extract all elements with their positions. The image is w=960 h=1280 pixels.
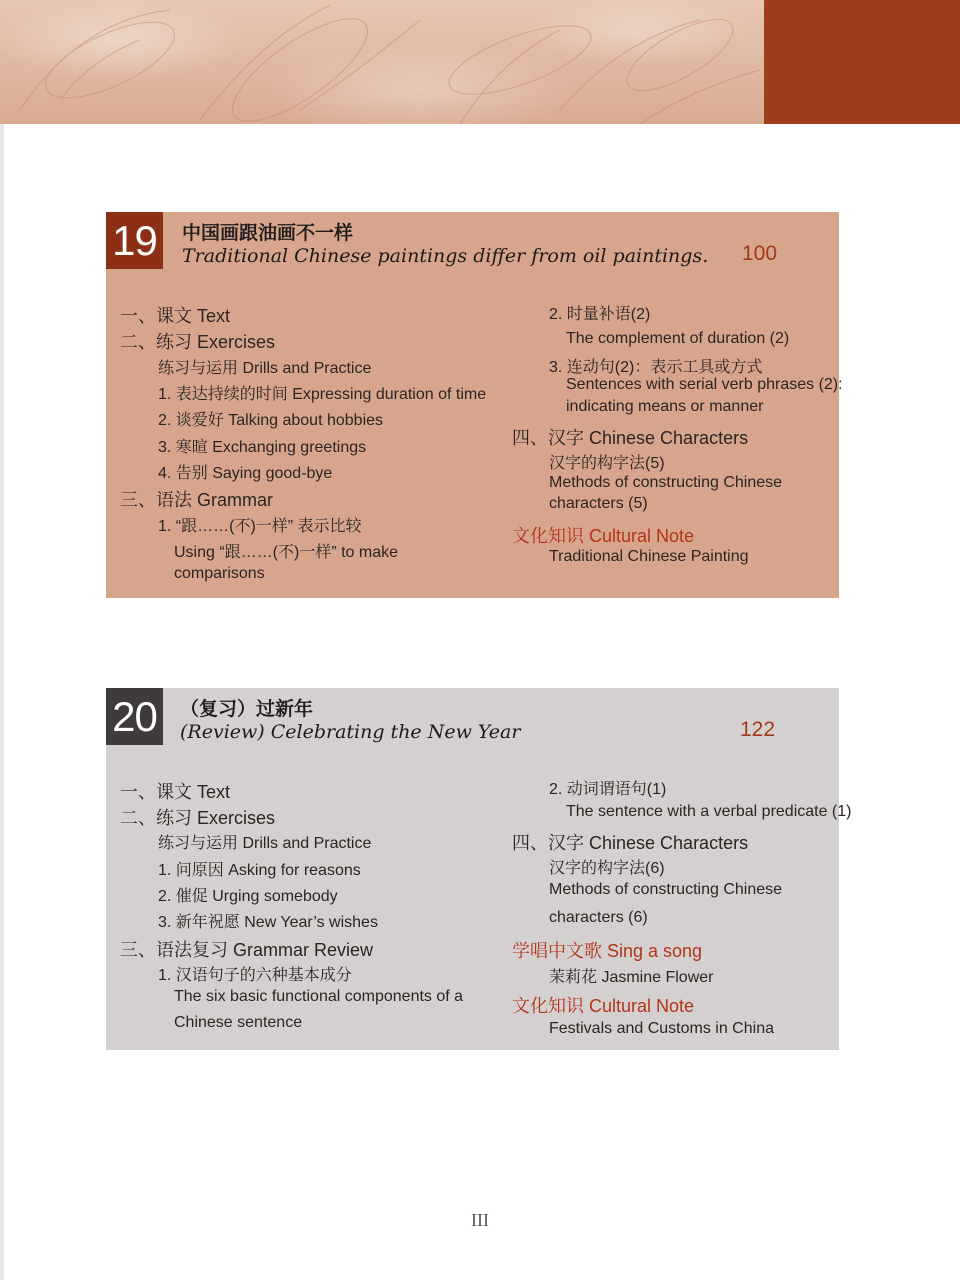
toc-item-cultural-note[interactable]: 文化知识 Cultural Note [512, 526, 695, 546]
toc-subitem-desc: The six basic functional components of a [174, 988, 464, 1005]
lesson-number: 20 [106, 688, 163, 745]
toc-subitem[interactable]: Festivals and Customs in China [549, 1020, 774, 1037]
toc-subitem[interactable]: Traditional Chinese Painting [549, 548, 749, 565]
toc-subitem-desc: The complement of duration (2) [566, 330, 790, 347]
toc-subitem[interactable]: 2. 时量补语(2) [549, 306, 651, 323]
toc-subitem-desc: The sentence with a verbal predicate (1) [566, 803, 852, 820]
toc-subitem[interactable]: 1. 表达持续的时间 Expressing duration of time [158, 386, 487, 403]
toc-subitem[interactable]: 练习与运用 Drills and Practice [158, 835, 372, 852]
toc-item-text[interactable]: 一、课文 Text [120, 306, 231, 326]
toc-subitem[interactable]: 1. “跟……(不)一样” 表示比较 [158, 518, 362, 535]
toc-subitem-desc: Methods of constructing Chinese [549, 881, 783, 898]
toc-item-sing-a-song[interactable]: 学唱中文歌 Sing a song [512, 941, 703, 961]
toc-subitem-desc: indicating means or manner [566, 398, 764, 415]
toc-subitem[interactable]: 3. 新年祝愿 New Year’s wishes [158, 914, 378, 931]
toc-subitem[interactable]: 汉字的构字法(5) [549, 455, 665, 472]
toc-subitem[interactable]: 2. 动词谓语句(1) [549, 781, 667, 798]
lesson-title-cn: 中国画跟油画不一样 [182, 222, 354, 244]
toc-item-characters[interactable]: 四、汉字 Chinese Characters [512, 833, 749, 853]
toc-item-characters[interactable]: 四、汉字 Chinese Characters [512, 428, 749, 448]
lesson-title-en: (Review) Celebrating the New Year [180, 721, 521, 743]
toc-item-exercises[interactable]: 二、练习 Exercises [120, 332, 276, 352]
toc-subitem-desc: Sentences with serial verb phrases (2): [566, 376, 843, 393]
toc-item-grammar[interactable]: 三、语法 Grammar [120, 490, 273, 510]
page-edge [0, 124, 4, 1280]
header-banner [0, 0, 960, 124]
toc-subitem[interactable]: 练习与运用 Drills and Practice [158, 360, 372, 377]
toc-subitem[interactable]: 3. 连动句(2)：表示工具或方式 [549, 359, 763, 376]
lesson-number: 19 [106, 212, 163, 269]
lesson-20-section [106, 688, 852, 1050]
toc-item-exercises[interactable]: 二、练习 Exercises [120, 808, 276, 828]
toc-subitem[interactable]: 2. 催促 Urging somebody [158, 888, 338, 905]
page-number-footer: III [471, 1210, 489, 1230]
toc-subitem-desc: characters (6) [549, 909, 648, 926]
toc-subitem[interactable]: 4. 告别 Saying good-bye [158, 465, 333, 482]
banner-color-block [764, 0, 960, 124]
toc-item-cultural-note[interactable]: 文化知识 Cultural Note [512, 996, 695, 1016]
lesson-page-number[interactable]: 100 [742, 242, 778, 265]
toc-subitem[interactable]: 茉莉花 Jasmine Flower [549, 969, 714, 986]
toc-subitem[interactable]: 汉字的构字法(6) [549, 860, 665, 877]
lesson-page-number[interactable]: 122 [740, 718, 776, 741]
toc-subitem-desc: characters (5) [549, 495, 648, 512]
lesson-19-section [106, 212, 843, 598]
toc-item-text[interactable]: 一、课文 Text [120, 782, 231, 802]
toc-subitem[interactable]: 2. 谈爱好 Talking about hobbies [158, 412, 384, 429]
toc-item-grammar-review[interactable]: 三、语法复习 Grammar Review [120, 940, 374, 960]
toc-subitem[interactable]: 1. 汉语句子的六种基本成分 [158, 967, 352, 984]
toc-subitem-desc: Chinese sentence [174, 1014, 303, 1031]
toc-subitem[interactable]: 1. 问原因 Asking for reasons [158, 862, 361, 879]
toc-subitem-desc: Using “跟……(不)一样” to make [174, 544, 399, 561]
lesson-title-cn: （复习）过新年 [180, 698, 314, 720]
toc-subitem-desc: Methods of constructing Chinese [549, 474, 783, 491]
toc-subitem-desc: comparisons [174, 565, 265, 582]
toc-subitem[interactable]: 3. 寒暄 Exchanging greetings [158, 439, 367, 456]
lesson-title-en: Traditional Chinese paintings differ from oil paintings. [182, 245, 709, 267]
leaf-pattern-decoration [0, 0, 764, 124]
